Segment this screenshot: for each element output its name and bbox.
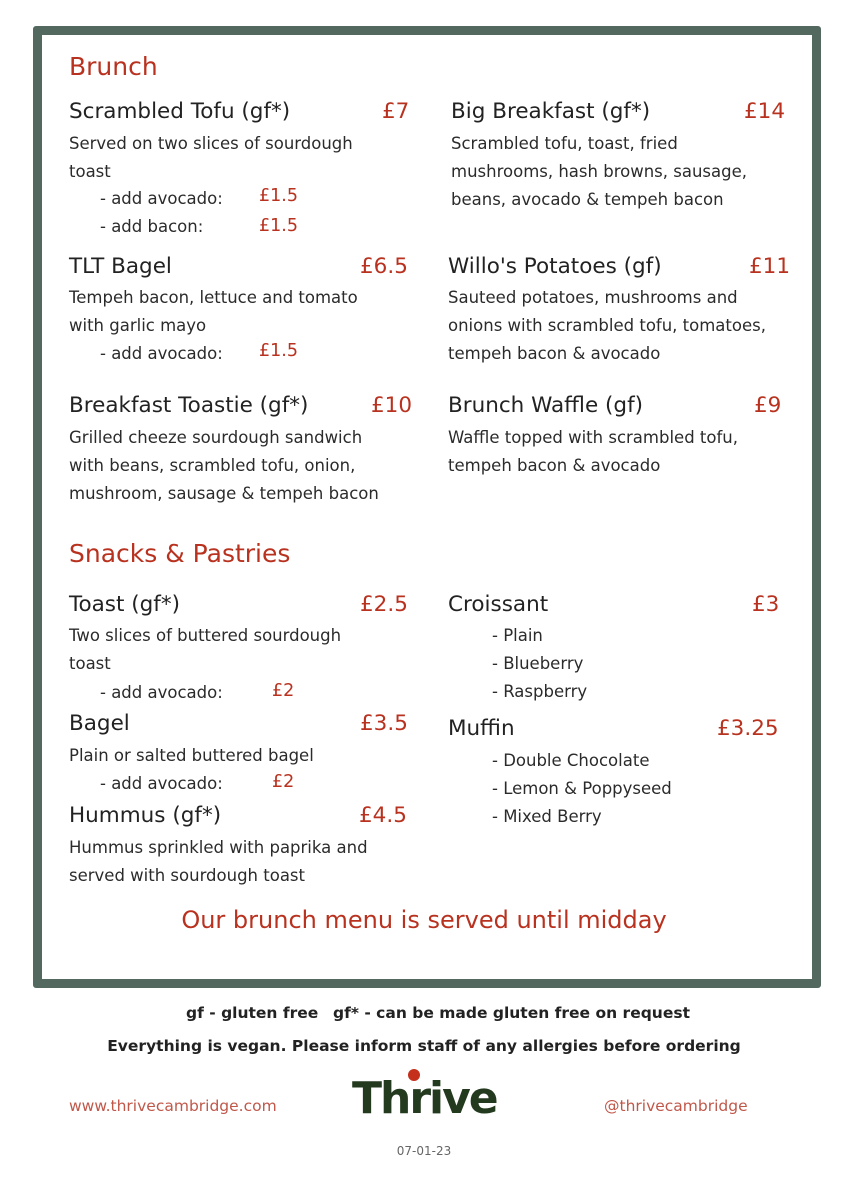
item-name-bagel: Bagel xyxy=(69,711,130,736)
item-desc-willos-potatoes: Sauteed potatoes, mushrooms and onions with scrambled tofu, tomatoes, tempeh bacon & avocado xyxy=(448,288,766,363)
addon-label: - add bacon: xyxy=(100,217,204,236)
item-desc-bagel: Plain or salted buttered bagel xyxy=(69,746,314,765)
addon-price: £2 xyxy=(272,772,295,792)
item-price-croissant: £3 xyxy=(752,592,780,617)
item-price-big-breakfast: £14 xyxy=(744,99,786,124)
item-name-croissant: Croissant xyxy=(448,592,549,617)
option-item: - Mixed Berry xyxy=(492,807,602,826)
item-price-scrambled-tofu: £7 xyxy=(382,99,410,124)
item-name-breakfast-toastie: Breakfast Toastie (gf*) xyxy=(69,393,309,418)
item-name-toast: Toast (gf*) xyxy=(69,592,181,617)
option-item: - Plain xyxy=(492,626,543,645)
addon-label: - add avocado: xyxy=(100,189,223,208)
item-price-bagel: £3.5 xyxy=(360,711,408,736)
brunch-section-title: Brunch xyxy=(69,52,158,81)
vegan-lead: Everything is vegan xyxy=(107,1037,281,1055)
item-name-willos-potatoes: Willo's Potatoes (gf) xyxy=(448,254,662,279)
addon-label: - add avocado: xyxy=(100,683,223,702)
vegan-allergy-note xyxy=(0,1037,848,1055)
served-until-note: Our brunch menu is served until midday xyxy=(181,906,667,934)
item-price-willos-potatoes: £11 xyxy=(749,254,791,279)
option-item: - Lemon & Poppyseed xyxy=(492,779,672,798)
item-name-hummus: Hummus (gf*) xyxy=(69,803,222,828)
item-price-tlt-bagel: £6.5 xyxy=(360,254,408,279)
item-name-muffin: Muffin xyxy=(448,716,515,741)
item-price-brunch-waffle: £9 xyxy=(754,393,782,418)
item-price-toast: £2.5 xyxy=(360,592,408,617)
item-name-tlt-bagel: TLT Bagel xyxy=(69,254,172,279)
item-name-big-breakfast: Big Breakfast (gf*) xyxy=(451,99,651,124)
social-handle-link[interactable]: @thrivecambridge xyxy=(604,1097,748,1115)
item-desc-hummus: Hummus sprinkled with paprika and served with sourdough toast xyxy=(69,838,368,885)
item-desc-tlt-bagel: Tempeh bacon, lettuce and tomato with garlic mayo xyxy=(69,288,358,335)
gf-legend: gf - gluten free xyxy=(186,1004,319,1022)
addon-price: £1.5 xyxy=(259,341,298,361)
item-desc-brunch-waffle: Waffle topped with scrambled tofu, tempeh bacon & avocado xyxy=(448,428,738,475)
option-item: - Raspberry xyxy=(492,682,588,701)
website-link[interactable]: www.thrivecambridge.com xyxy=(69,1097,277,1115)
item-name-brunch-waffle: Brunch Waffle (gf) xyxy=(448,393,644,418)
item-desc-toast: Two slices of buttered sourdough toast xyxy=(69,626,342,673)
addon-price: £1.5 xyxy=(259,216,298,236)
menu-date: 07-01-23 xyxy=(396,1144,452,1158)
item-desc-big-breakfast: Scrambled tofu, toast, fried mushrooms, hash browns, sausage, beans, avocado & tempeh bacon xyxy=(451,134,747,209)
item-price-hummus: £4.5 xyxy=(359,803,407,828)
gf-star-legend: gf* - can be made gluten free on request xyxy=(333,1004,690,1022)
item-price-breakfast-toastie: £10 xyxy=(371,393,413,418)
addon-price: £1.5 xyxy=(259,186,298,206)
option-item: - Double Chocolate xyxy=(492,751,650,770)
addon-price: £2 xyxy=(272,681,295,701)
vegan-rest: . Please inform staff of any allergies before ordering xyxy=(280,1037,741,1055)
item-price-muffin: £3.25 xyxy=(717,716,779,741)
addon-label: - add avocado: xyxy=(100,774,223,793)
option-item: - Blueberry xyxy=(492,654,584,673)
snacks-section-title: Snacks & Pastries xyxy=(69,539,291,568)
item-name-scrambled-tofu: Scrambled Tofu (gf*) xyxy=(69,99,291,124)
thrive-logo: Thrive xyxy=(352,1073,497,1124)
item-desc-breakfast-toastie: Grilled cheeze sourdough sandwich with beans, scrambled tofu, onion, mushroom, sausage & tempeh bacon xyxy=(69,428,379,503)
item-desc-scrambled-tofu: Served on two slices of sourdough toast xyxy=(69,134,353,181)
addon-label: - add avocado: xyxy=(100,344,223,363)
